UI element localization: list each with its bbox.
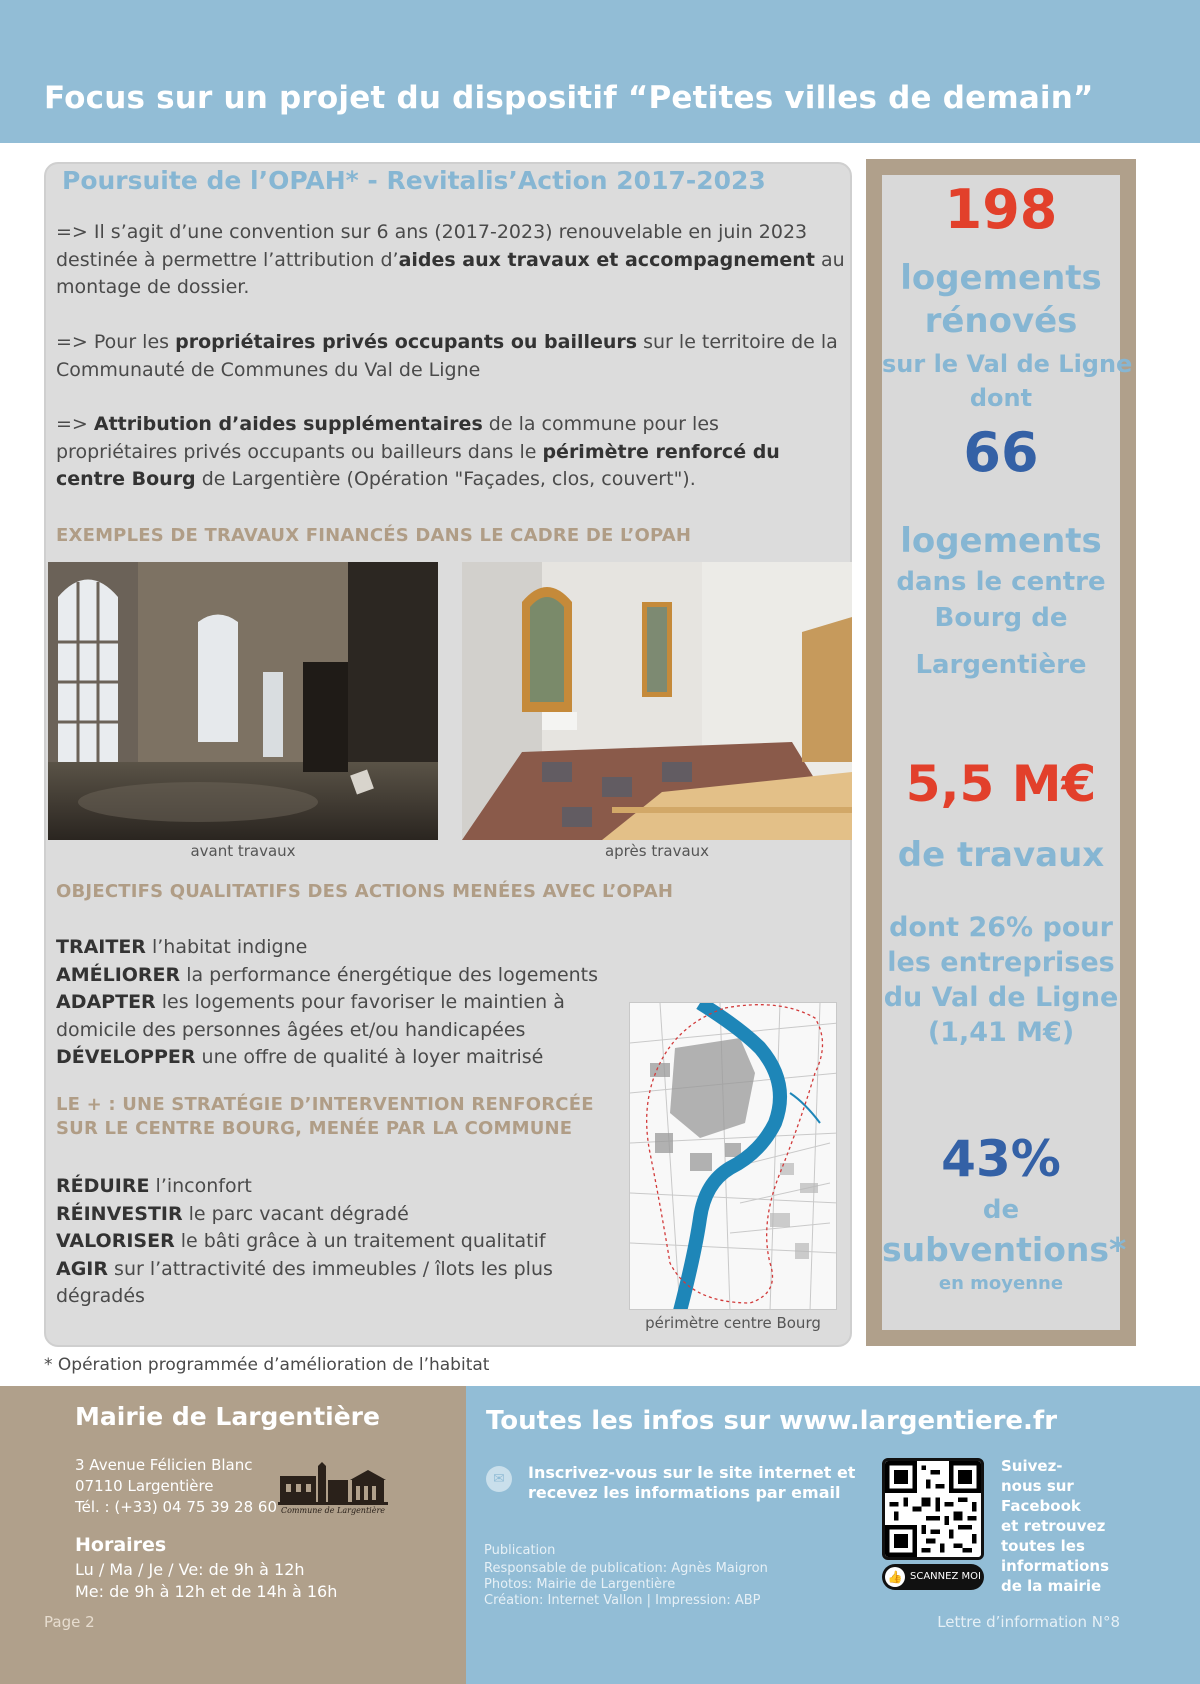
stat-label: de travaux bbox=[897, 835, 1105, 875]
page-header bbox=[0, 0, 1200, 143]
list-item: TRAITER l’habitat indigne bbox=[56, 936, 308, 958]
section-title: Poursuite de l’OPAH* - Revitalis’Action 2017-2023 bbox=[62, 166, 766, 195]
mairie-title: Mairie de Largentière bbox=[75, 1402, 380, 1431]
stat-label: dont 26% pour bbox=[889, 912, 1113, 943]
list-item: VALORISER le bâti grâce à un traitement qualitatif bbox=[56, 1230, 546, 1252]
list-item: RÉDUIRE l’inconfort bbox=[56, 1175, 252, 1197]
map-caption: périmètre centre Bourg bbox=[645, 1314, 821, 1332]
phone-number: Tél. : (+33) 04 75 39 28 60 bbox=[75, 1498, 278, 1516]
photo-before-works bbox=[48, 562, 438, 840]
centre-bourg-map bbox=[629, 1002, 837, 1310]
strategy-heading-line1: LE + : UNE STRATÉGIE D’INTERVENTION RENFORCÉE bbox=[56, 1094, 594, 1115]
newsletter-text: recevez les informations par email bbox=[528, 1483, 841, 1502]
stat-works-amount: 5,5 M€ bbox=[905, 755, 1097, 813]
commune-logo bbox=[278, 1462, 388, 1518]
list-item: dégradés bbox=[56, 1285, 145, 1307]
page-title: Focus sur un projet du dispositif “Petites villes de demain” bbox=[44, 80, 1094, 116]
stat-label: les entreprises bbox=[887, 947, 1115, 978]
publication-line: Photos: Mairie de Largentière bbox=[484, 1577, 676, 1592]
footnote: * Opération programmée d’amélioration de l’habitat bbox=[44, 1355, 490, 1375]
footer-info bbox=[466, 1386, 1200, 1684]
hours-line: Me: de 9h à 12h et de 14h à 16h bbox=[75, 1582, 338, 1601]
opah-panel bbox=[44, 162, 852, 1347]
hours-title: Horaires bbox=[75, 1534, 167, 1556]
examples-heading: EXEMPLES DE TRAVAUX FINANCÉS DANS LE CADRE DE L’OPAH bbox=[56, 525, 692, 546]
paragraph-extra-aid: => Attribution d’aides supplémentaires de la commune pour les propriétaires privés occupants ou bailleurs dans le périmètre renforcé du centre Bourg de Largentière (Opération "Façades, clos, couvert"). bbox=[56, 413, 780, 490]
stat-label: Bourg de bbox=[934, 603, 1068, 633]
stat-label: du Val de Ligne bbox=[883, 982, 1119, 1013]
stat-label: logements bbox=[900, 521, 1102, 561]
logo-caption: Commune de Largentière bbox=[280, 1506, 386, 1515]
stat-label: subventions* bbox=[882, 1230, 1127, 1269]
page-number: Page 2 bbox=[44, 1613, 95, 1631]
publication-title: Publication bbox=[484, 1543, 556, 1558]
facebook-text: et retrouvez bbox=[1001, 1517, 1106, 1535]
footer-contact bbox=[0, 1386, 466, 1684]
list-item: domicile des personnes âgées et/ou handicapées bbox=[56, 1018, 526, 1041]
publication-line: Création: Internet Vallon | Impression: ABP bbox=[484, 1593, 761, 1608]
strategy-heading-line2: SUR LE CENTRE BOURG, MENÉE PAR LA COMMUNE bbox=[56, 1118, 573, 1139]
list-item: ADAPTER les logements pour favoriser le maintien à bbox=[56, 991, 565, 1013]
stat-label: Largentière bbox=[915, 650, 1087, 680]
facebook-text: Suivez- bbox=[1001, 1457, 1063, 1475]
hours-line: Lu / Ma / Je / Ve: de 9h à 12h bbox=[75, 1560, 305, 1579]
strategy-list bbox=[56, 1173, 553, 1311]
facebook-text: informations bbox=[1001, 1557, 1110, 1575]
mail-icon: ✉ bbox=[486, 1466, 512, 1492]
thumbs-up-icon: 👍 bbox=[885, 1567, 905, 1587]
list-item: DÉVELOPPER une offre de qualité à loyer maitrisé bbox=[56, 1046, 544, 1068]
stat-label: en moyenne bbox=[938, 1273, 1064, 1294]
stat-label: logements bbox=[900, 258, 1102, 298]
website-title[interactable]: Toutes les infos sur www.largentiere.fr bbox=[486, 1406, 1058, 1436]
stat-label: sur le Val de Ligne bbox=[882, 350, 1133, 378]
photo-after-works bbox=[462, 562, 852, 840]
objectives-list bbox=[56, 934, 598, 1072]
list-item: AGIR sur l’attractivité des immeubles / îlots les plus bbox=[56, 1257, 553, 1280]
scan-label: SCANNEZ MOI bbox=[910, 1571, 981, 1582]
newsletter-issue: Lettre d’information N°8 bbox=[937, 1613, 1120, 1631]
facebook-text: toutes les bbox=[1001, 1537, 1085, 1555]
key-figures-inner bbox=[882, 175, 1133, 1330]
key-figures-panel bbox=[866, 159, 1136, 1346]
objectives-heading: OBJECTIFS QUALITATIFS DES ACTIONS MENÉES AVEC L’OPAH bbox=[56, 881, 674, 902]
stat-label: rénovés bbox=[924, 301, 1078, 341]
photo-before-caption: avant travaux bbox=[190, 842, 296, 860]
list-item: RÉINVESTIR le parc vacant dégradé bbox=[56, 1202, 409, 1225]
address-line: 3 Avenue Félicien Blanc bbox=[75, 1456, 253, 1474]
stat-label: de bbox=[982, 1195, 1020, 1225]
paragraph-convention: => Il s’agit d’une convention sur 6 ans (2017-2023) renouvelable en juin 2023 destinée à permettre l’attribution d’aides aux travaux et accompagnement au montage de dossier. bbox=[56, 221, 845, 298]
photo-after-caption: après travaux bbox=[604, 842, 710, 860]
facebook-text: nous sur bbox=[1001, 1477, 1074, 1495]
scan-me-badge[interactable] bbox=[882, 1564, 984, 1590]
stat-label: (1,41 M€) bbox=[927, 1017, 1075, 1048]
facebook-text: de la mairie bbox=[1001, 1577, 1102, 1595]
list-item: AMÉLIORER la performance énergétique des logements bbox=[56, 963, 599, 986]
publication-line: Responsable de publication: Agnès Maigron bbox=[484, 1561, 768, 1576]
paragraph-owners: => Pour les propriétaires privés occupants ou bailleurs sur le territoire de la Communauté de Communes du Val de Ligne bbox=[56, 331, 838, 381]
newsletter-text: Inscrivez-vous sur le site internet et bbox=[528, 1463, 856, 1482]
qr-code-icon[interactable] bbox=[882, 1458, 984, 1560]
stat-renovated-count: 198 bbox=[944, 178, 1058, 241]
stat-label: dont bbox=[969, 384, 1033, 412]
address-line: 07110 Largentière bbox=[75, 1477, 214, 1495]
stat-subsidy-rate: 43% bbox=[941, 1130, 1061, 1188]
stat-label: dans le centre bbox=[896, 567, 1106, 597]
facebook-link[interactable]: Facebook bbox=[1001, 1497, 1081, 1515]
stat-centre-count: 66 bbox=[963, 421, 1039, 484]
